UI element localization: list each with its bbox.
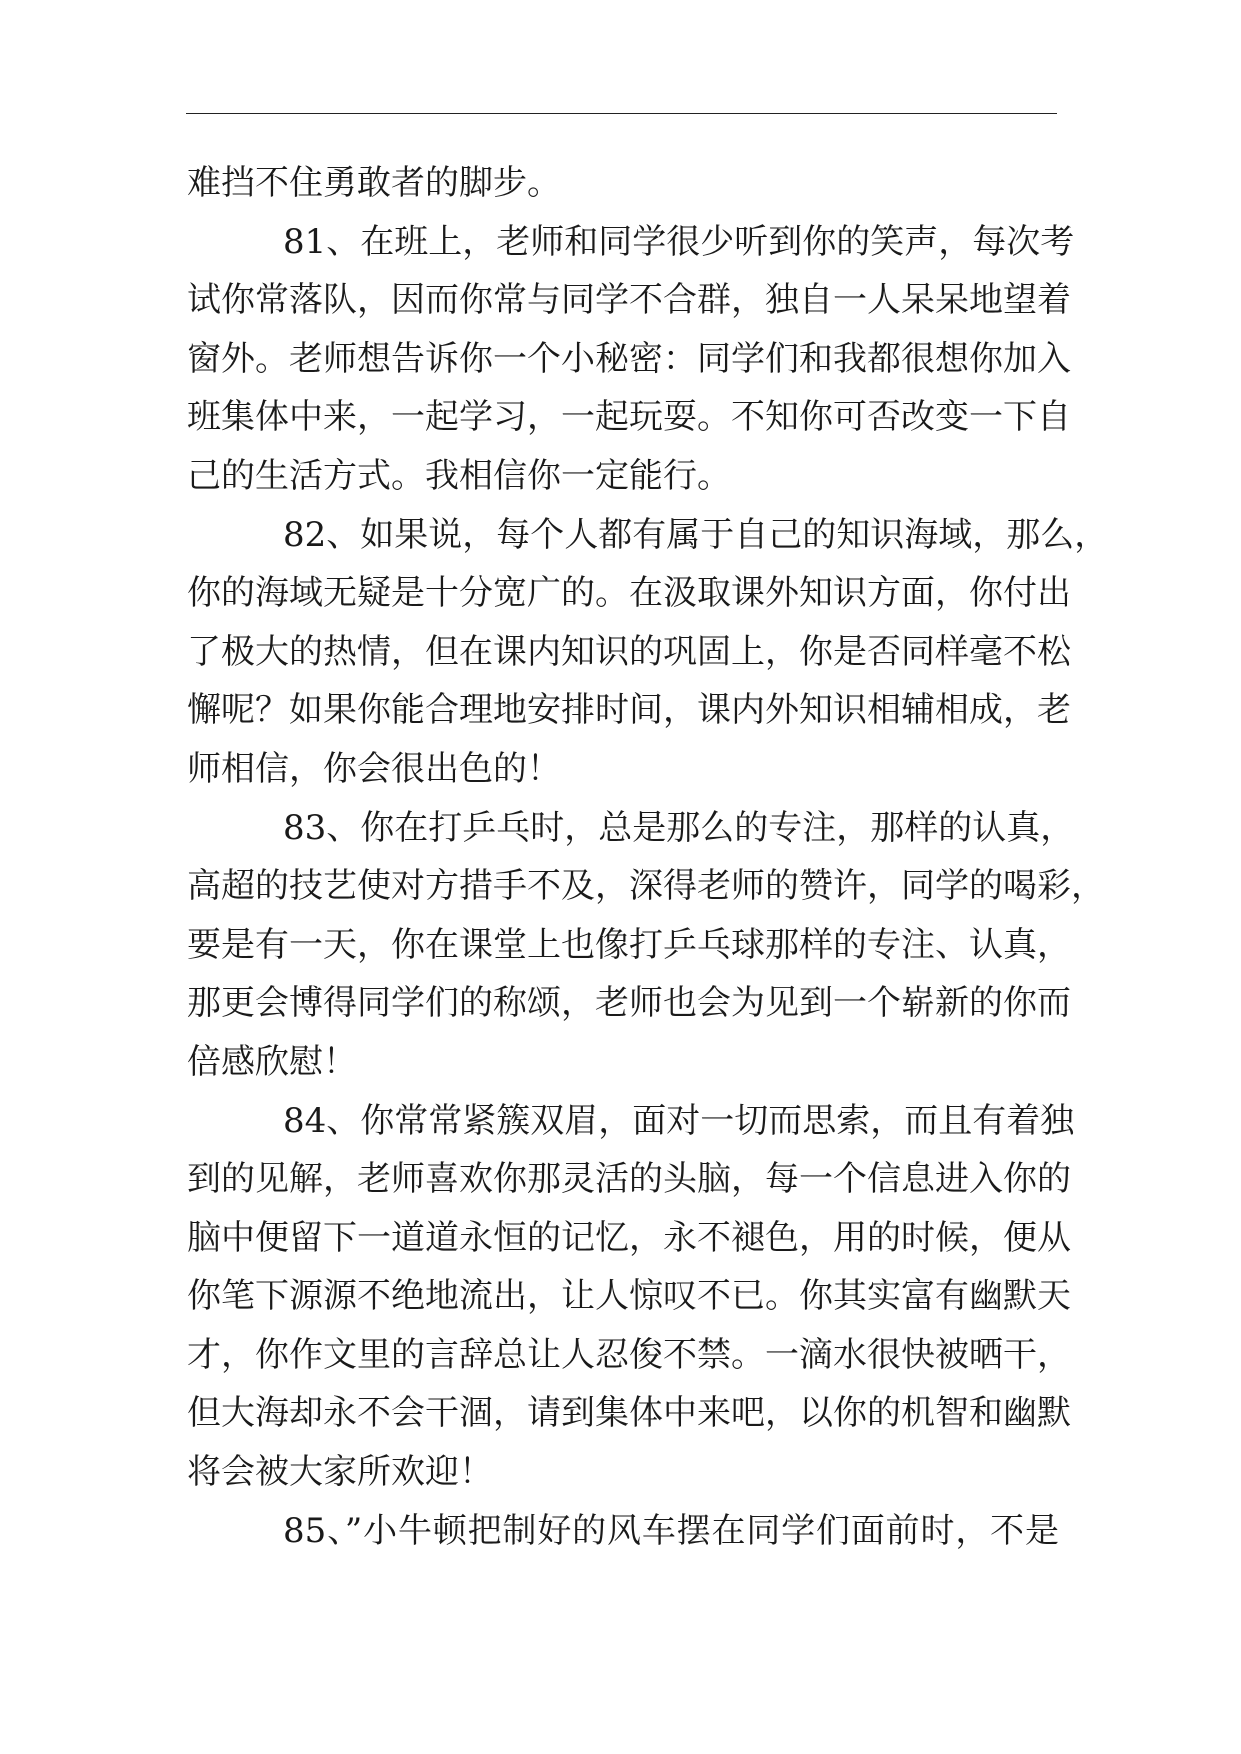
- header-rule: [186, 113, 1057, 114]
- text-line: 倍感欣慰！: [187, 1041, 357, 1082]
- text-line: 懈呢？如果你能合理地安排时间，课内外知识相辅相成，老: [187, 690, 1071, 731]
- text-line: 那更会博得同学们的称颂，老师也会为见到一个崭新的你而: [187, 983, 1071, 1024]
- text-line: 才，你作文里的言辞总让人忍俊不禁。一滴水很快被晒干，: [187, 1334, 1071, 1375]
- document-body: [187, 154, 1109, 1560]
- text-line: 高超的技艺使对方措手不及，深得老师的赞许，同学的喝彩，: [187, 866, 1105, 907]
- paragraph-83-start: 83、你在打乒乓时，总是那么的专注，那样的认真，: [283, 807, 1075, 848]
- text-line: 窗外。老师想告诉你一个小秘密：同学们和我都很想你加入: [187, 338, 1071, 379]
- text-line: 脑中便留下一道道永恒的记忆，永不褪色，用的时候，便从: [187, 1217, 1071, 1258]
- text-line: 到的见解，老师喜欢你那灵活的头脑，每一个信息进入你的: [187, 1159, 1071, 1200]
- text-line: 将会被大家所欢迎！: [187, 1452, 493, 1493]
- text-line: 师相信，你会很出色的！: [187, 748, 561, 789]
- text-line: 了极大的热情，但在课内知识的巩固上，你是否同样毫不松: [187, 631, 1071, 672]
- text-line: 试你常落队，因而你常与同学不合群，独自一人呆呆地望着: [187, 280, 1071, 321]
- paragraph-81-start: 81、在班上，老师和同学很少听到你的笑声，每次考: [283, 221, 1075, 262]
- paragraph-82-start: 82、如果说，每个人都有属于自己的知识海域，那么，: [283, 514, 1109, 555]
- text-line: 你的海域无疑是十分宽广的。在汲取课外知识方面，你付出: [187, 573, 1071, 614]
- text-line: 但大海却永不会干涸，请到集体中来吧，以你的机智和幽默: [187, 1393, 1071, 1434]
- text-line: 己的生活方式。我相信你一定能行。: [187, 455, 731, 496]
- text-line: 要是有一天，你在课堂上也像打乒乓球那样的专注、认真，: [187, 924, 1071, 965]
- text-line: 难挡不住勇敢者的脚步。: [187, 163, 561, 203]
- text-line: 班集体中来，一起学习，一起玩耍。不知你可否改变一下自: [187, 397, 1071, 438]
- paragraph-85-start: 85、”小牛顿把制好的风车摆在同学们面前时，不是: [283, 1510, 1059, 1551]
- paragraph-84-start: 84、你常常紧簇双眉，面对一切而思索，而且有着独: [283, 1100, 1075, 1141]
- text-line: 你笔下源源不绝地流出，让人惊叹不已。你其实富有幽默天: [187, 1276, 1071, 1317]
